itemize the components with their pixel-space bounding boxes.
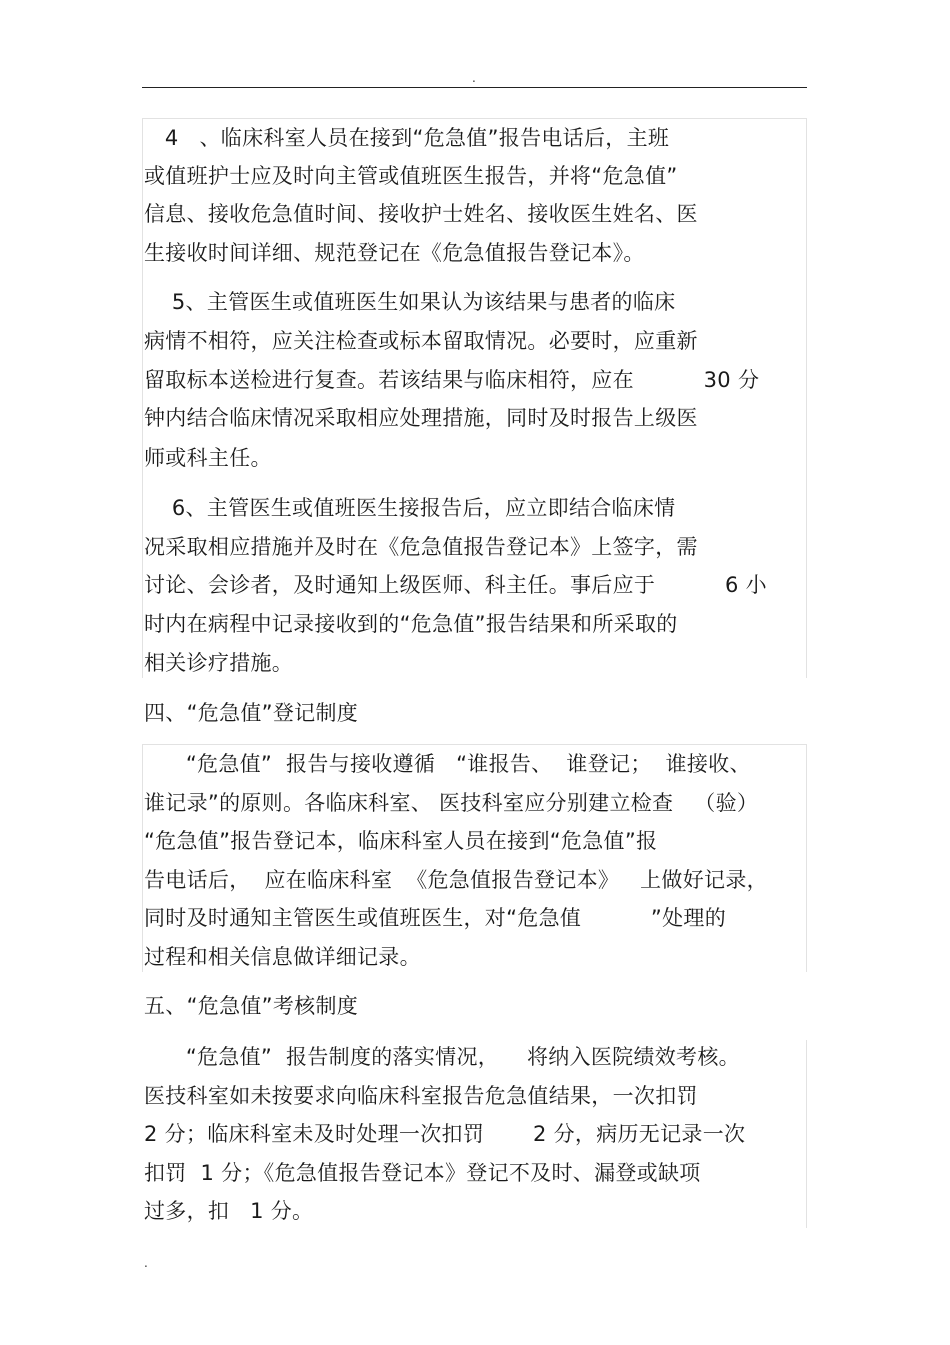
paragraph-5-line-2: 病情不相符，应关注检查或标本留取情况。必要时，应重新: [144, 329, 698, 353]
paragraph-6-line-2: 况采取相应措施并及时在《危急值报告登记本》上签字，需: [144, 535, 698, 559]
paragraph-5-line-4: 钟内结合临床情况采取相应处理措施，同时及时报告上级医: [144, 406, 698, 430]
block-border-left-2: [142, 744, 143, 972]
section-5-line-3: 2 分；临床科室未及时处理一次扣罚 2 分，病历无记录一次: [144, 1122, 746, 1146]
section-4-line-1: “危急值” 报告与接收遵循 “谁报告、 谁登记； 谁接收、: [144, 752, 751, 776]
section-4-line-3: “危急值”报告登记本，临床科室人员在接到“危急值”报: [144, 829, 658, 853]
footer-dot: .: [144, 1256, 148, 1270]
section-4-heading: 四、“危急值”登记制度: [144, 701, 359, 725]
block-border-right-1: [806, 118, 807, 678]
paragraph-4-line-3: 信息、接收危急值时间、接收护士姓名、接收医生姓名、医: [144, 202, 698, 226]
paragraph-6-line-4: 时内在病程中记录接收到的“危急值”报告结果和所采取的: [144, 612, 678, 636]
section-5-heading: 五、“危急值”考核制度: [144, 994, 359, 1018]
paragraph-6-line-5: 相关诊疗措施。: [144, 651, 294, 675]
paragraph-4-line-4: 生接收时间详细、规范登记在《危急值报告登记本》。: [144, 241, 645, 265]
section-5-line-2: 医技科室如未按要求向临床科室报告危急值结果，一次扣罚: [144, 1084, 698, 1108]
paragraph-6-line-3: 讨论、会诊者，及时通知上级医师、科主任。事后应于 6 小: [144, 573, 767, 597]
section-4-line-5: 同时及时通知主管医生或值班医生，对“危急值 ”处理的: [144, 906, 727, 930]
paragraph-5-line-1: 5、主管医生或值班医生如果认为该结果与患者的临床: [144, 290, 676, 314]
header-dot: .: [472, 71, 476, 85]
document-body: [144, 0, 806, 1345]
block-border-left-1: [142, 118, 143, 678]
section-4-line-4: 告电话后， 应在临床科室 《危急值报告登记本》 上做好记录，: [144, 868, 768, 892]
block-border-right-3: [806, 1040, 807, 1228]
paragraph-4-line-1: 4 、临床科室人员在接到“危急值”报告电话后，主班: [144, 126, 670, 150]
paragraph-5-line-3: 留取标本送检进行复查。若该结果与临床相符，应在 30 分: [144, 368, 760, 392]
paragraph-4-line-2: 或值班护士应及时向主管或值班医生报告，并将“危急值”: [144, 164, 678, 188]
section-5-line-4: 扣罚 1 分；《危急值报告登记本》登记不及时、漏登或缺项: [144, 1161, 701, 1185]
paragraph-6-line-1: 6、主管医生或值班医生接报告后，应立即结合临床情: [144, 496, 676, 520]
section-4-line-2: 谁记录”的原则。各临床科室、 医技科室应分别建立检查 （验）: [144, 791, 759, 815]
section-4-line-6: 过程和相关信息做详细记录。: [144, 945, 421, 969]
section-5-line-5: 过多，扣 1 分。: [144, 1199, 314, 1223]
block-border-right-2: [806, 744, 807, 972]
paragraph-5-line-5: 师或科主任。: [144, 446, 272, 470]
section-5-line-1: “危急值” 报告制度的落实情况， 将纳入医院绩效考核。: [144, 1045, 740, 1069]
